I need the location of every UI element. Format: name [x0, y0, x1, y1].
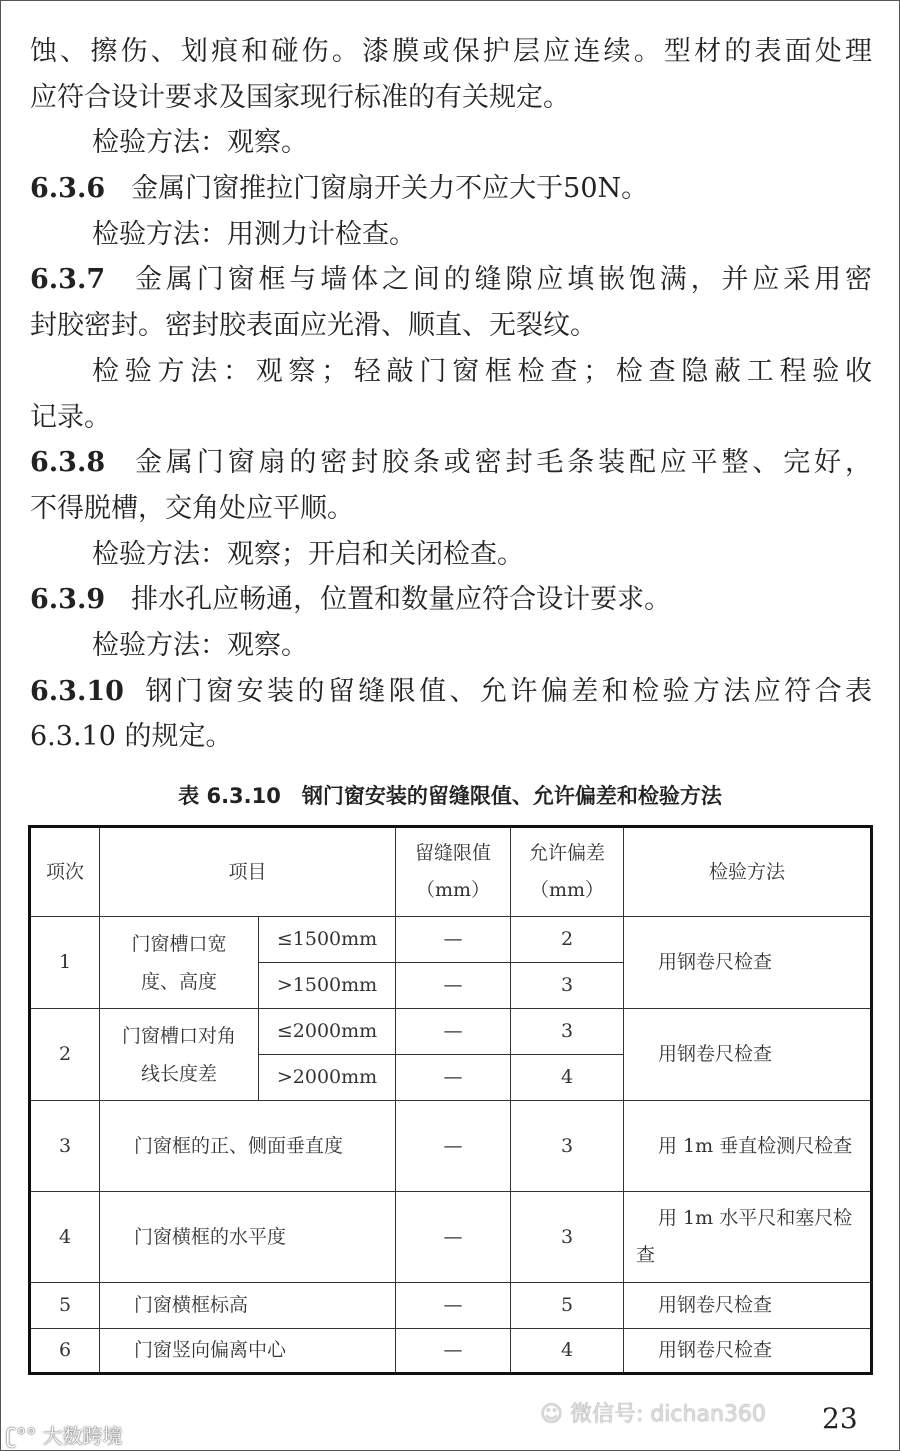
table-row [30, 917, 872, 963]
cell-gap: — [396, 1009, 511, 1055]
text-line: 应符合设计要求及国家现行标准的有关规定。 [30, 81, 570, 113]
cell-gap: — [396, 1329, 511, 1374]
header-dev [511, 827, 624, 917]
cell-gap: — [396, 917, 511, 963]
cell-method: 用 1m 水平尺和塞尺检查 [624, 1192, 872, 1283]
cell-item: 门窗槽口宽度、高度 [100, 917, 259, 1009]
clause-number: 6.3.7 [30, 264, 106, 296]
header-dev-label: 允许偏差 [529, 842, 606, 864]
cell-gap: — [396, 1101, 511, 1192]
cell-dev: 4 [511, 1055, 624, 1101]
table-row [30, 1009, 872, 1055]
clause-text: 金属门窗扇的密封胶条或密封毛条装配应平整、完好， [131, 447, 872, 479]
header-no: 项次 [30, 827, 100, 917]
clause-text: 钢门窗安装的留缝限值、允许偏差和检验方法应符合表 [141, 675, 872, 707]
cell-no: 6 [30, 1329, 100, 1374]
cell-dev: 2 [511, 917, 624, 963]
cell-dev: 3 [511, 1101, 624, 1192]
text-line: 记录。 [30, 401, 111, 433]
logo-watermark [6, 1420, 123, 1449]
wechat-icon: ☺ [540, 1402, 570, 1427]
cell-gap: — [396, 1283, 511, 1329]
cell-no: 4 [30, 1192, 100, 1283]
cell-dev: 5 [511, 1283, 624, 1329]
cell-gap: — [396, 1055, 511, 1101]
inspection-method: 检验方法：观察。 [92, 629, 308, 661]
cell-item: 门窗竖向偏离中心 [100, 1329, 396, 1374]
cell-no: 1 [30, 917, 100, 1009]
table-caption: 表 6.3.10 钢门窗安装的留缝限值、允许偏差和检验方法 [178, 784, 722, 808]
clause-number: 6.3.6 [30, 173, 106, 205]
cell-item: 门窗槽口对角线长度差 [100, 1009, 259, 1101]
clause-number: 6.3.8 [30, 447, 106, 479]
header-method: 检验方法 [624, 827, 872, 917]
inspection-method: 检验方法：观察；轻敲门窗框检查；检查隐蔽工程验收 [92, 355, 872, 387]
header-gap-label: 留缝限值 [415, 842, 492, 864]
cell-dev: 3 [511, 1192, 624, 1283]
cell-sub: >2000mm [259, 1055, 396, 1101]
cell-no: 3 [30, 1101, 100, 1192]
inspection-method: 检验方法：观察。 [92, 127, 308, 159]
cell-dev: 4 [511, 1329, 624, 1374]
clause-6-3-8 [30, 440, 872, 486]
cell-sub: ≤1500mm [259, 917, 396, 963]
header-dev-unit: （mm） [529, 879, 605, 901]
logo-icon: ʗ°° [6, 1424, 43, 1448]
clause-6-3-10 [30, 669, 872, 715]
table-row [30, 1101, 872, 1192]
cell-sub: >1500mm [259, 963, 396, 1009]
header-gap-unit: （mm） [415, 879, 491, 901]
inspection-method: 检验方法：用测力计检查。 [92, 218, 416, 250]
header-item: 项目 [100, 827, 396, 917]
wechat-watermark [540, 1397, 766, 1428]
logo-text: 大数跨境 [42, 1424, 123, 1448]
clause-number: 6.3.9 [30, 584, 106, 616]
cell-method: 用钢卷尺检查 [624, 917, 872, 1009]
body-text [30, 29, 872, 760]
cell-method: 用 1m 垂直检测尺检查 [624, 1101, 872, 1192]
wechat-id: 微信号: dichan360 [569, 1402, 766, 1427]
inspection-method: 检验方法：观察；开启和关闭检查。 [92, 538, 524, 570]
clause-text: 排水孔应畅通，位置和数量应符合设计要求。 [131, 584, 672, 616]
cell-item: 门窗横框的水平度 [100, 1192, 396, 1283]
table-row [30, 1329, 872, 1374]
text-line: 6.3.10 的规定。 [30, 721, 233, 753]
text-line: 蚀、擦伤、划痕和碰伤。漆膜或保护层应连续。型材的表面处理 [30, 36, 872, 67]
clause-6-3-7 [30, 257, 872, 303]
clause-6-3-6 [30, 166, 872, 212]
cell-dev: 3 [511, 963, 624, 1009]
clause-number: 6.3.10 [30, 675, 124, 707]
cell-sub: ≤2000mm [259, 1009, 396, 1055]
cell-method: 用钢卷尺检查 [624, 1329, 872, 1374]
tolerance-table [28, 825, 873, 1375]
cell-item: 门窗横框标高 [100, 1283, 396, 1329]
text-line: 不得脱槽，交角处应平顺。 [30, 492, 354, 524]
cell-method: 用钢卷尺检查 [624, 1283, 872, 1329]
clause-6-3-9 [30, 577, 872, 623]
cell-item: 门窗框的正、侧面垂直度 [100, 1101, 396, 1192]
cell-no: 5 [30, 1283, 100, 1329]
text-line: 封胶密封。密封胶表面应光滑、顺直、无裂纹。 [30, 310, 597, 342]
cell-method: 用钢卷尺检查 [624, 1009, 872, 1101]
cell-dev: 3 [511, 1009, 624, 1055]
cell-no: 2 [30, 1009, 100, 1101]
table-row [30, 1283, 872, 1329]
table-header-row [30, 827, 872, 917]
cell-gap: — [396, 1192, 511, 1283]
header-gap [396, 827, 511, 917]
table-row [30, 1192, 872, 1283]
page-number: 23 [822, 1402, 858, 1435]
cell-gap: — [396, 963, 511, 1009]
clause-text: 金属门窗推拉门窗扇开关力不应大于50N。 [131, 173, 649, 205]
clause-text: 金属门窗框与墙体之间的缝隙应填嵌饱满，并应采用密 [131, 264, 872, 296]
